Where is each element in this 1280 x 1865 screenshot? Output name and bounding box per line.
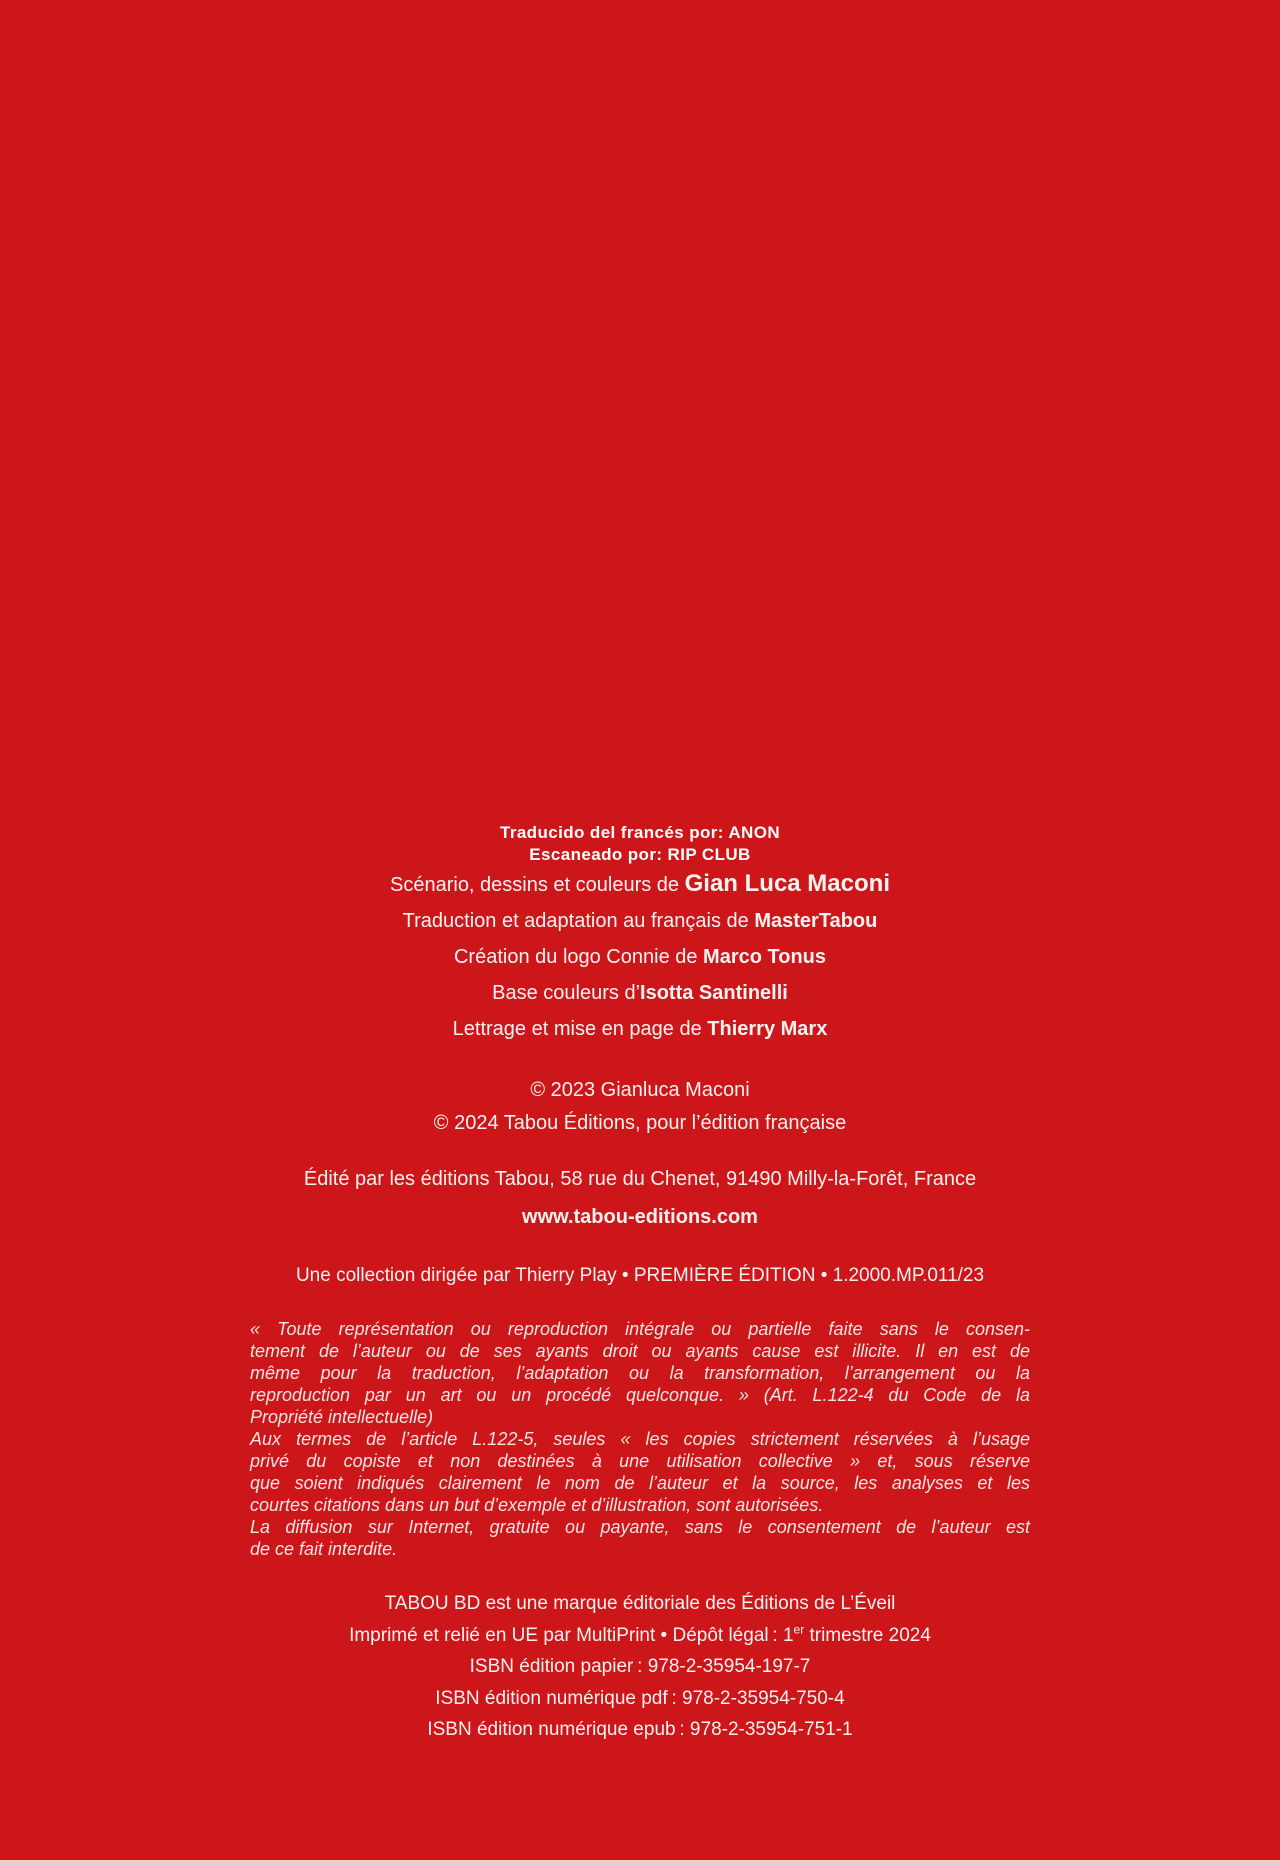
legal-line: « Toute représentation ou reproduction intégrale ou partielle faite sans le consen-: [250, 1319, 1030, 1339]
legal-notice: [250, 1318, 1030, 1560]
credit-person: Gian Luca Maconi: [684, 870, 890, 897]
credit-role: Traduction et adaptation au français de: [402, 910, 755, 932]
legal-line: courtes citations dans un but d’exemple et d’illustration, sont autorisées.: [250, 1495, 824, 1515]
legal-line: même pour la traduction, l’adaptation ou la transformation, l’arrangement ou la: [250, 1363, 1030, 1383]
isbn-paper-line: ISBN édition papier : 978-2-35954-197-7: [469, 1656, 811, 1677]
credit-line-translation: [0, 903, 1280, 939]
credit-person: MasterTabou: [754, 910, 878, 932]
credit-line-scenario: [0, 866, 1280, 903]
scan-edge-strip: [0, 1860, 1280, 1865]
legal-line: Aux termes de l’article L.122-5, seules « les copies strictement réservées à l’usage: [250, 1429, 1030, 1449]
credit-line-logo: [0, 939, 1280, 975]
legal-line: tement de l’auteur ou de ses ayants droit ou ayants cause est illicite. Il en est de: [250, 1341, 1030, 1361]
credit-line-colors: [0, 975, 1280, 1011]
legal-line: La diffusion sur Internet, gratuite ou payante, sans le consentement de l’auteur est: [250, 1517, 1030, 1537]
credit-role: Lettrage et mise en page de: [452, 1018, 708, 1040]
legal-line: Propriété intellectuelle): [250, 1407, 434, 1427]
credit-person: Marco Tonus: [703, 946, 827, 968]
copyright-edition-line: © 2024 Tabou Éditions, pour l’édition française: [433, 1112, 847, 1134]
printing-suffix: trimestre 2024: [804, 1624, 931, 1646]
legal-line: que soient indiqués clairement le nom de l’auteur et la source, les analyses et les: [250, 1473, 1030, 1493]
isbn-pdf-line: ISBN édition numérique pdf : 978-2-35954-750-4: [435, 1687, 845, 1709]
copyright-block: [0, 1074, 1280, 1140]
copyright-author-line: © 2023 Gianluca Maconi: [530, 1079, 750, 1101]
scanlation-credits: [0, 822, 1280, 866]
legal-line: de ce fait interdite.: [250, 1539, 398, 1559]
publisher-block: [0, 1160, 1280, 1236]
legal-line: reproduction par un art ou un procédé quelconque. » (Art. L.122-4 du Code de la: [250, 1385, 1030, 1405]
printing-ordinal-sup: er: [793, 1622, 805, 1637]
publisher-address-line: Édité par les éditions Tabou, 58 rue du Chenet, 91490 Milly-la-Forêt, France: [303, 1168, 977, 1190]
imprint-brand-line: TABOU BD est une marque éditoriale des Éditions de L’Éveil: [384, 1593, 896, 1614]
publisher-website: www.tabou-editions.com: [522, 1206, 758, 1228]
credit-role: Scénario, dessins et couleurs de: [390, 874, 685, 896]
isbn-epub-line: ISBN édition numérique epub : 978-2-35954-751-1: [427, 1719, 853, 1740]
imprint-printing-line: [0, 1620, 1280, 1652]
scanlation-translator-line: Traducido del francés por: ANON: [499, 823, 781, 842]
credit-person: Isotta Santinelli: [640, 982, 788, 1004]
credit-role: Création du logo Connie de: [453, 946, 704, 968]
credit-line-lettering: [0, 1011, 1280, 1047]
credit-person: Thierry Marx: [707, 1018, 828, 1040]
collection-line: Une collection dirigée par Thierry Play • PREMIÈRE ÉDITION • 1.2000.MP.011/23: [295, 1265, 985, 1286]
legal-line: privé du copiste et non destinées à une utilisation collective » et, sous réserve: [250, 1451, 1030, 1471]
imprint-block: [0, 1588, 1280, 1746]
printing-prefix: Imprimé et relié en UE par MultiPrint • Dépôt légal : 1: [349, 1624, 794, 1646]
scanlation-scanner-line: Escaneado por: RIP CLUB: [529, 845, 751, 864]
credits-block: [0, 866, 1280, 1047]
credit-role: Base couleurs d’: [492, 982, 641, 1004]
